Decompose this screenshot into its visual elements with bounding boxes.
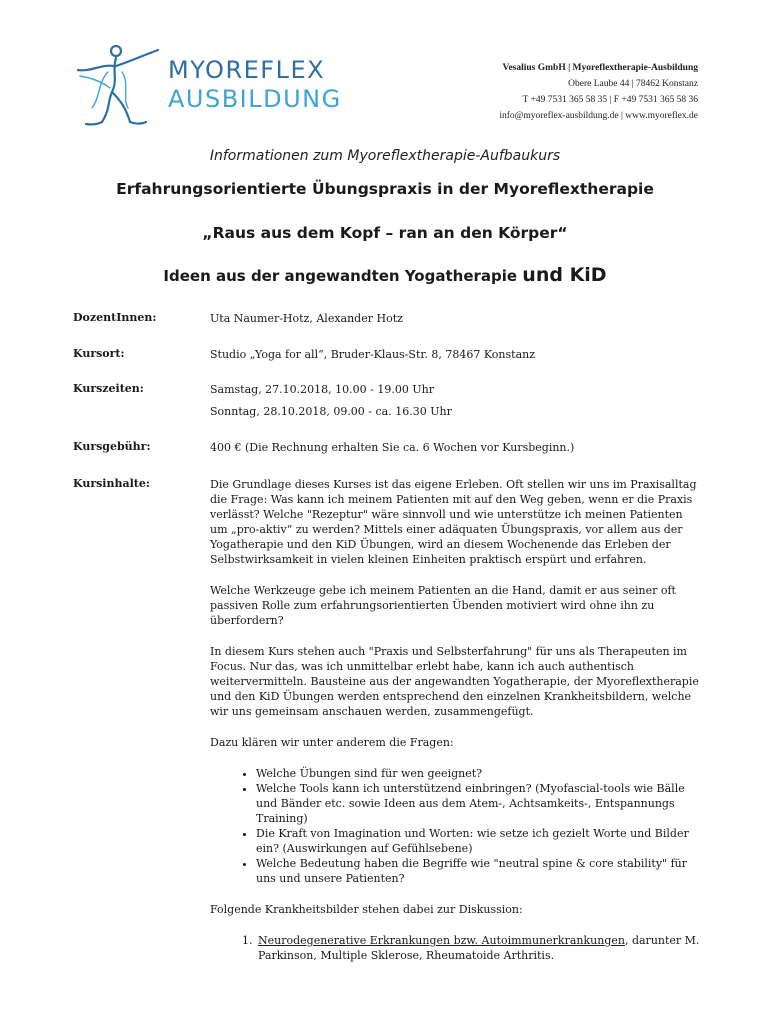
list-item: • Welche Tools kann ich unterstützend einbringen? (Myofascial-tools wie Bälle und Bänder etc. sowie Ideen aus dem Atem-, Achtsamkeits-, Entspannungs Training) <box>256 781 702 826</box>
address-block <box>499 60 698 124</box>
content-paragraph-5: Folgende Krankheitsbilder stehen dabei zur Diskussion: <box>210 903 523 916</box>
content-paragraph-3: In diesem Kurs stehen auch "Praxis und Selbsterfahrung" für uns als Therapeuten im Focus. Nur das, was ich unmittelbar erlebt habe, kann ich auch authentisch weitervermitteln. Bausteine aus der angewandten Yogatherapie, der Myoreflextherapie und den KiD Übungen werden entsprechend den einzelnen Krankheitsbildern, welche wir uns gemeinsam anschauen werden, zusammengefügt. <box>210 645 699 718</box>
dozenten-value: Uta Naumer-Hotz, Alexander Hotz <box>210 312 403 325</box>
course-subtitle <box>0 264 770 286</box>
inhalte-label: Kursinhalte: <box>73 477 150 490</box>
subtitle-big: und KiD <box>522 264 607 286</box>
phone-fax: T +49 7531 365 58 35 | F +49 7531 365 58 36 <box>522 95 698 105</box>
course-contents <box>210 477 702 963</box>
disease-1-title: Neurodegenerative Erkrankungen bzw. Autoimmunerkrankungen <box>258 934 625 947</box>
gebuehr-value: 400 € (Die Rechnung erhalten Sie ca. 6 Wochen vor Kursbeginn.) <box>210 441 575 454</box>
email-web[interactable]: info@myoreflex-ausbildung.de | www.myoreflex.de <box>499 111 698 121</box>
gebuehr-label: Kursgebühr: <box>73 440 151 453</box>
logo-text-myoreflex: MYOREFLEX <box>168 56 326 84</box>
list-item: • Die Kraft von Imagination und Worten: wie setze ich gezielt Worte und Bilder ein? (Auswirkungen auf Gefühlsebene) <box>256 826 702 856</box>
content-paragraph-1: Die Grundlage dieses Kurses ist das eigene Erleben. Oft stellen wir uns im Praxisalltag die Frage: Was kann ich meinem Patienten mit auf den Weg geben, wenn er die Praxis verlässt? Welche "Rezeptur" wäre sinnvoll und wie unterstütze ich meinen Patienten um „pro-aktiv“ zu werden? Mittels einer adäquaten Übungspraxis, vor allem aus der Yogatherapie und den KiD Übungen, wird an diesem Wochenende das Erleben der Selbstwirksamkeit in vielen kleinen Einheiten praktisch erspürt und erfahren. <box>210 478 697 566</box>
intro-heading: Informationen zum Myoreflextherapie-Aufbaukurs <box>209 148 561 164</box>
course-title: Erfahrungsorientierte Übungspraxis in der Myoreflextherapie <box>116 180 654 198</box>
list-item: • Welche Übungen sind für wen geeignet? <box>256 766 702 781</box>
diseases-list <box>210 933 702 963</box>
subtitle-main: Ideen aus der angewandten Yogatherapie <box>163 267 523 285</box>
kursort-label: Kursort: <box>73 347 125 360</box>
content-paragraph-4: Dazu klären wir unter anderem die Fragen: <box>210 736 454 749</box>
kurszeiten-label: Kurszeiten: <box>73 382 144 395</box>
questions-list <box>210 766 702 886</box>
content-paragraph-2: Welche Werkzeuge gebe ich meinem Patienten an die Hand, damit er aus seiner oft passiven Rolle zum erfahrungsorientierten Übenden motiviert wird ohne ihn zu überfordern? <box>210 584 676 627</box>
dozenten-label: DozentInnen: <box>73 311 157 324</box>
kurszeiten-sunday: Sonntag, 28.10.2018, 09.00 - ca. 16.30 Uhr <box>210 405 452 418</box>
kursort-value: Studio „Yoga for all“, Bruder-Klaus-Str. 8, 78467 Konstanz <box>210 348 536 361</box>
kurszeiten-saturday: Samstag, 27.10.2018, 10.00 - 19.00 Uhr <box>210 383 434 396</box>
logo-text-ausbildung: AUSBILDUNG <box>168 85 342 113</box>
street-address: Obere Laube 44 | 78462 Konstanz <box>568 79 698 89</box>
company-name: Vesalius GmbH | Myoreflextherapie-Ausbildung <box>502 63 698 73</box>
list-item <box>256 933 702 963</box>
disease-1-text: , darunter M. Parkinson, Multiple Sklerose, Rheumatoide Arthritis. <box>258 934 700 962</box>
course-motto: „Raus aus dem Kopf – ran an den Körper“ <box>202 224 568 242</box>
logo <box>72 42 362 128</box>
list-item: • Welche Bedeutung haben die Begriffe wie "neutral spine & core stability" für uns und unsere Patienten? <box>256 856 702 886</box>
dancing-figure-logo-icon <box>72 42 167 128</box>
